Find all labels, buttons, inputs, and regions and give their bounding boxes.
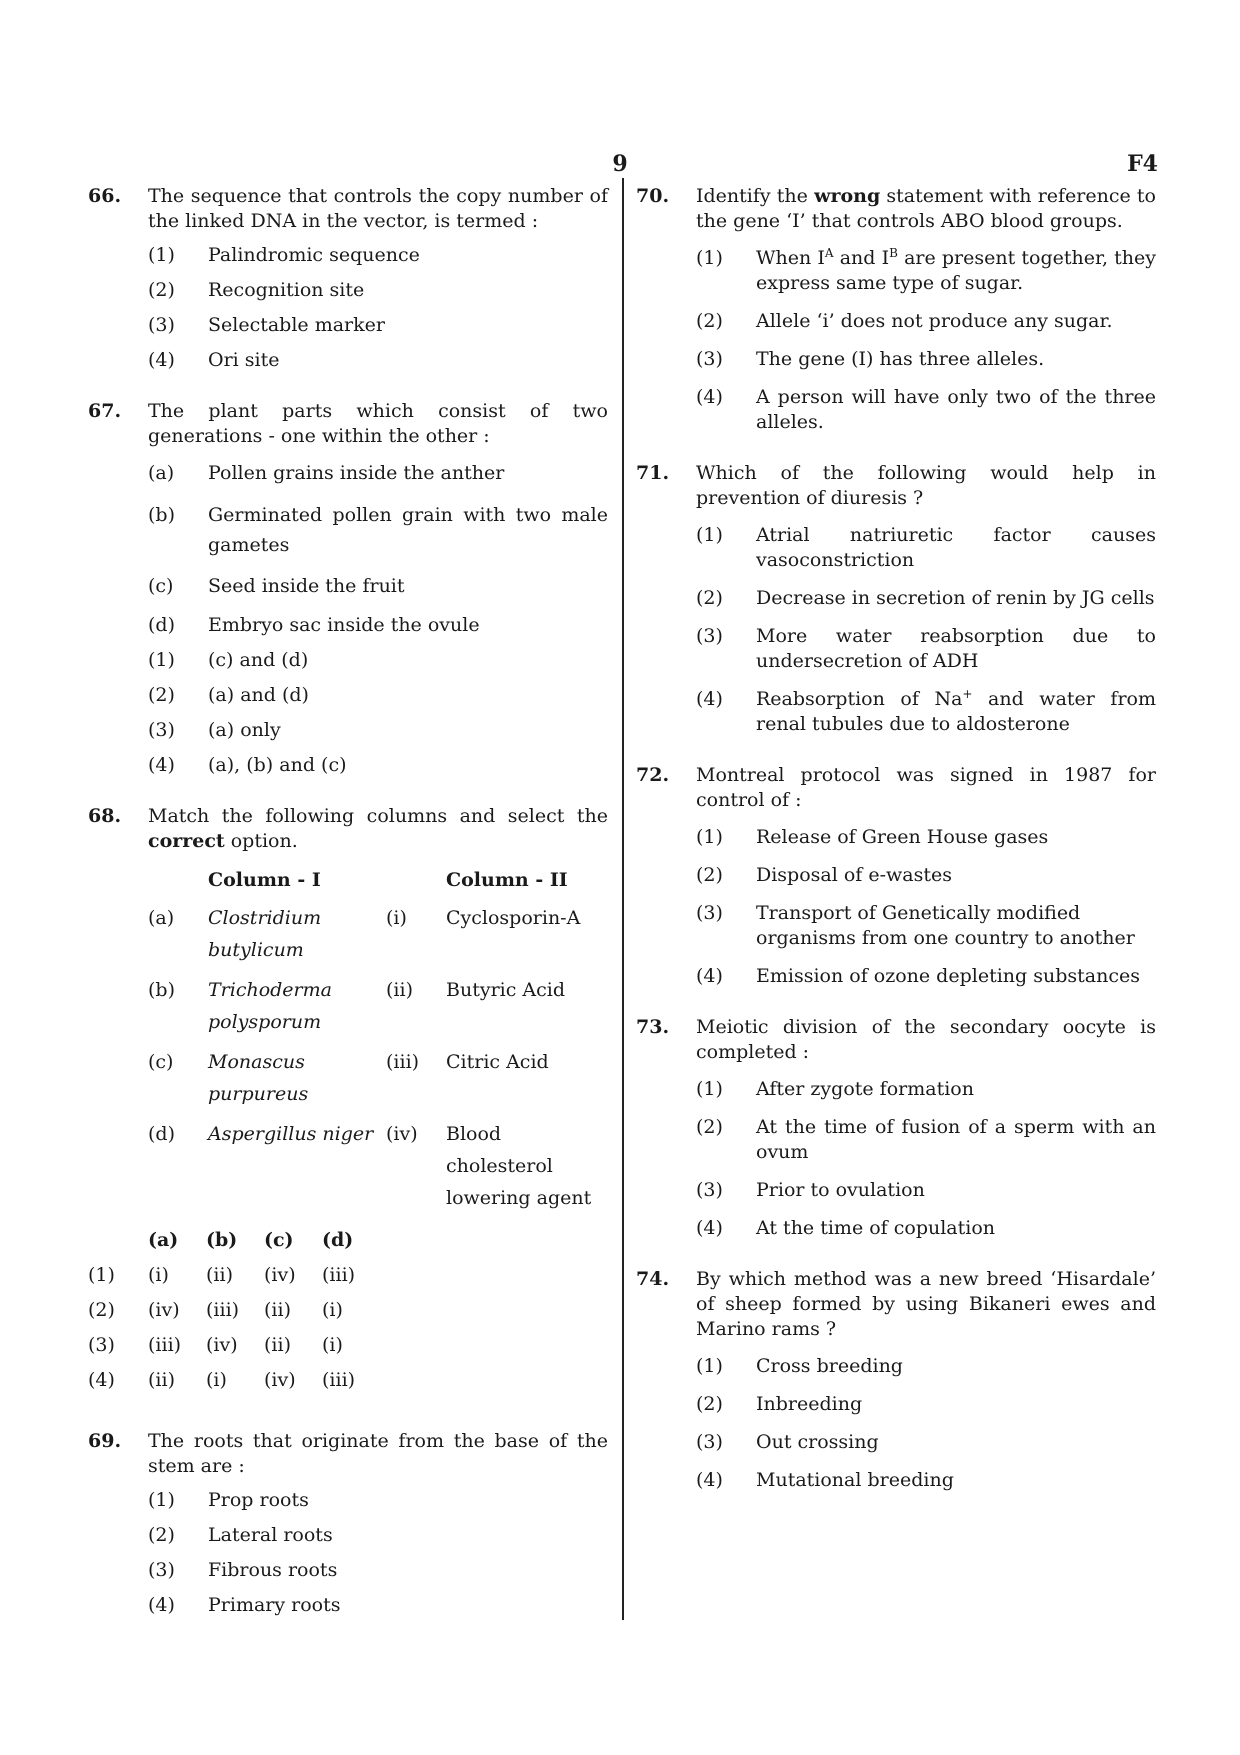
option bbox=[88, 313, 608, 338]
paper-code: F4 bbox=[1127, 151, 1158, 177]
option-label: (4) bbox=[148, 754, 175, 776]
option-label: (4) bbox=[696, 688, 723, 710]
question-number: 72. bbox=[636, 764, 670, 786]
question-66 bbox=[88, 184, 608, 373]
item-text: Seed inside the fruit bbox=[208, 575, 405, 597]
option-text: Release of Green House gases bbox=[756, 826, 1049, 848]
option-text: The gene (I) has three alleles. bbox=[756, 348, 1045, 370]
answer-row bbox=[88, 1368, 380, 1403]
option bbox=[88, 683, 608, 708]
item bbox=[88, 500, 608, 560]
option-label: (4) bbox=[88, 1369, 115, 1391]
question-text bbox=[148, 804, 608, 854]
option-label: (1) bbox=[148, 244, 175, 266]
question-text: The plant parts which consist of two generations - one within the other : bbox=[148, 400, 608, 447]
option bbox=[636, 624, 1156, 674]
answer-cell: (ii) bbox=[264, 1334, 291, 1356]
answer-grid bbox=[88, 1228, 380, 1403]
question-text: The sequence that controls the copy number of the linked DNA in the vector, is termed : bbox=[148, 185, 608, 232]
option-label: (4) bbox=[696, 1469, 723, 1491]
option-label: (4) bbox=[148, 1594, 175, 1616]
answer-cell: (i) bbox=[322, 1334, 343, 1356]
option bbox=[636, 964, 1156, 989]
option-label: (3) bbox=[696, 902, 723, 924]
product-name: Blood cholesterol lowering agent bbox=[446, 1123, 592, 1209]
page-number: 9 bbox=[612, 151, 628, 177]
option bbox=[88, 1523, 608, 1548]
option-label: (3) bbox=[148, 719, 175, 741]
options bbox=[636, 523, 1156, 737]
option bbox=[88, 1593, 608, 1618]
option-label: (2) bbox=[88, 1299, 115, 1321]
option bbox=[636, 1178, 1156, 1203]
row-label: (iv) bbox=[386, 1123, 418, 1145]
answer-cell: (i) bbox=[322, 1299, 343, 1321]
product-name: Butyric Acid bbox=[446, 979, 566, 1001]
answer-cell: (iii) bbox=[148, 1334, 182, 1356]
option-text: Prior to ovulation bbox=[756, 1179, 925, 1201]
question-text: The roots that originate from the base of the stem are : bbox=[148, 1430, 608, 1477]
question-69 bbox=[88, 1429, 608, 1618]
question-text: Montreal protocol was signed in 1987 for control of : bbox=[696, 764, 1156, 811]
question-text bbox=[696, 184, 1156, 234]
item bbox=[88, 574, 608, 599]
option-label: (3) bbox=[696, 1179, 723, 1201]
option-label: (3) bbox=[88, 1334, 115, 1356]
option bbox=[636, 246, 1156, 296]
option bbox=[636, 523, 1156, 573]
organism-name: Trichoderma polysporum bbox=[208, 979, 332, 1033]
answer-cell: (ii) bbox=[148, 1369, 175, 1391]
text-line: More water reabsorption due to bbox=[756, 625, 1156, 647]
option bbox=[88, 348, 608, 373]
options bbox=[88, 243, 608, 373]
option-text: Recognition site bbox=[208, 279, 365, 301]
option-text: (c) and (d) bbox=[208, 649, 309, 671]
table-row bbox=[148, 974, 608, 1046]
option-text: Emission of ozone depleting substances bbox=[756, 965, 1140, 987]
item-label: (d) bbox=[148, 614, 175, 636]
row-label: (d) bbox=[148, 1123, 175, 1145]
option-text: Out crossing bbox=[756, 1431, 879, 1453]
option bbox=[88, 648, 608, 673]
question-73 bbox=[636, 1015, 1156, 1241]
question-number: 71. bbox=[636, 462, 670, 484]
option-label: (2) bbox=[148, 684, 175, 706]
question-text: By which method was a new breed ‘Hisardale’ of sheep formed by using Bikaneri ewes and Marino rams ? bbox=[696, 1268, 1156, 1340]
option-label: (4) bbox=[696, 386, 723, 408]
option-label: (1) bbox=[696, 524, 723, 546]
option-label: (1) bbox=[148, 649, 175, 671]
text-part: When I bbox=[756, 247, 825, 269]
row-label: (a) bbox=[148, 907, 175, 929]
item bbox=[88, 613, 608, 638]
text-line: Atrial natriuretic factor causes bbox=[756, 524, 1156, 546]
option-label: (2) bbox=[148, 279, 175, 301]
product-name: Citric Acid bbox=[446, 1051, 549, 1073]
match-table bbox=[148, 864, 608, 1222]
question-67 bbox=[88, 399, 608, 778]
option-text: Mutational breeding bbox=[756, 1469, 954, 1491]
option bbox=[636, 385, 1156, 435]
option-text: (a), (b) and (c) bbox=[208, 754, 347, 776]
question-number: 68. bbox=[88, 805, 122, 827]
option-label: (1) bbox=[88, 1264, 115, 1286]
table-row bbox=[148, 1046, 608, 1118]
item-text: Pollen grains inside the anther bbox=[208, 462, 505, 484]
option bbox=[88, 718, 608, 743]
text-part: Reabsorption of Na bbox=[756, 688, 963, 710]
question-text-end: option. bbox=[224, 830, 298, 852]
option-text: Transport of Genetically modified organisms from one country to another bbox=[756, 902, 1135, 949]
option-text: Primary roots bbox=[208, 1594, 341, 1616]
option-label: (1) bbox=[696, 247, 723, 269]
options bbox=[636, 1077, 1156, 1241]
option-label: (1) bbox=[696, 1078, 723, 1100]
text-part: are present together, they express same type of sugar. bbox=[756, 247, 1157, 294]
option-text: Allele ‘i’ does not produce any sugar. bbox=[756, 310, 1113, 332]
question-text-line: Match the following columns and select the bbox=[148, 805, 608, 827]
option-text bbox=[756, 246, 1156, 296]
option-text: (a) only bbox=[208, 719, 281, 741]
superscript: B bbox=[889, 246, 898, 260]
options bbox=[636, 825, 1156, 989]
option-text: Lateral roots bbox=[208, 1524, 333, 1546]
row-label: (iii) bbox=[386, 1051, 420, 1073]
option-label: (2) bbox=[696, 587, 723, 609]
option bbox=[636, 1468, 1156, 1493]
items bbox=[88, 461, 608, 778]
option-text: Palindromic sequence bbox=[208, 244, 420, 266]
option-text: Prop roots bbox=[208, 1489, 309, 1511]
answer-cell: (i) bbox=[206, 1369, 227, 1391]
option-text: Cross breeding bbox=[756, 1355, 903, 1377]
option-label: (3) bbox=[696, 1431, 723, 1453]
right-column bbox=[636, 184, 1156, 1519]
option-label: (3) bbox=[148, 1559, 175, 1581]
option bbox=[636, 1216, 1156, 1241]
option bbox=[636, 863, 1156, 888]
organism-name: Aspergillus niger bbox=[208, 1123, 374, 1145]
organism-name: Monascus purpureus bbox=[208, 1051, 309, 1105]
question-number: 74. bbox=[636, 1268, 670, 1290]
option-text: Ori site bbox=[208, 349, 280, 371]
answer-row bbox=[88, 1298, 380, 1333]
option-label: (2) bbox=[148, 1524, 175, 1546]
option bbox=[636, 825, 1156, 850]
text-part: and water from renal tubules due to aldosterone bbox=[756, 688, 1156, 735]
option bbox=[88, 243, 608, 268]
answer-cell: (iii) bbox=[322, 1369, 356, 1391]
option-text: Decrease in secretion of renin by JG cells bbox=[756, 587, 1155, 609]
row-label: (b) bbox=[148, 979, 175, 1001]
question-text: Meiotic division of the secondary oocyte is completed : bbox=[696, 1016, 1156, 1063]
options bbox=[636, 246, 1156, 435]
answer-cell: (iii) bbox=[322, 1264, 356, 1286]
emphasis: correct bbox=[148, 830, 225, 852]
answer-header: (b) bbox=[206, 1229, 238, 1251]
organism-name: Clostridium butylicum bbox=[208, 907, 322, 961]
question-number: 66. bbox=[88, 185, 122, 207]
option-text: Disposal of e-wastes bbox=[756, 864, 953, 886]
option bbox=[636, 1115, 1156, 1165]
option-text: At the time of fusion of a sperm with an ovum bbox=[756, 1116, 1156, 1163]
option-label: (4) bbox=[148, 349, 175, 371]
row-label: (i) bbox=[386, 907, 407, 929]
question-number: 70. bbox=[636, 185, 670, 207]
question-72 bbox=[636, 763, 1156, 989]
answer-cell: (ii) bbox=[264, 1299, 291, 1321]
option bbox=[636, 309, 1156, 334]
answer-cell: (iv) bbox=[206, 1334, 238, 1356]
question-number: 73. bbox=[636, 1016, 670, 1038]
row-label: (ii) bbox=[386, 979, 413, 1001]
item bbox=[88, 461, 608, 486]
option-label: (2) bbox=[696, 1393, 723, 1415]
option-text: At the time of copulation bbox=[756, 1217, 996, 1239]
answer-header: (c) bbox=[264, 1229, 294, 1251]
superscript: + bbox=[962, 687, 973, 701]
column-divider bbox=[622, 178, 624, 1620]
item-label: (c) bbox=[148, 575, 174, 597]
answer-row bbox=[88, 1333, 380, 1368]
option-label: (4) bbox=[696, 1217, 723, 1239]
item-label: (a) bbox=[148, 462, 175, 484]
option bbox=[636, 1354, 1156, 1379]
option bbox=[88, 1488, 608, 1513]
option-label: (2) bbox=[696, 310, 723, 332]
question-71 bbox=[636, 461, 1156, 737]
option bbox=[88, 278, 608, 303]
answer-cell: (iv) bbox=[264, 1264, 296, 1286]
option-text bbox=[756, 687, 1156, 737]
option bbox=[636, 1392, 1156, 1417]
answer-cell: (iv) bbox=[264, 1369, 296, 1391]
option-text: Fibrous roots bbox=[208, 1559, 338, 1581]
answer-cell: (iii) bbox=[206, 1299, 240, 1321]
question-70 bbox=[636, 184, 1156, 435]
question-text: Which of the following would help in prevention of diuresis ? bbox=[696, 462, 1156, 509]
option-text bbox=[756, 624, 1156, 674]
option-label: (1) bbox=[696, 1355, 723, 1377]
option-text: A person will have only two of the three alleles. bbox=[756, 386, 1156, 433]
column-1-header: Column - I bbox=[208, 869, 321, 891]
option-label: (2) bbox=[696, 1116, 723, 1138]
question-text-start: Identify the bbox=[696, 185, 815, 207]
option-text: Selectable marker bbox=[208, 314, 385, 336]
option-text: (a) and (d) bbox=[208, 684, 309, 706]
answer-cell: (i) bbox=[148, 1264, 169, 1286]
option bbox=[636, 586, 1156, 611]
option bbox=[636, 347, 1156, 372]
options bbox=[636, 1354, 1156, 1493]
option-text bbox=[756, 523, 1156, 573]
text-line: undersecretion of ADH bbox=[756, 650, 979, 672]
option bbox=[636, 1077, 1156, 1102]
question-number: 67. bbox=[88, 400, 122, 422]
question-68 bbox=[88, 804, 608, 1403]
option bbox=[636, 901, 1156, 951]
table-row bbox=[148, 902, 608, 974]
option-label: (1) bbox=[148, 1489, 175, 1511]
answer-cell: (iv) bbox=[148, 1299, 180, 1321]
option-label: (3) bbox=[148, 314, 175, 336]
answer-header: (d) bbox=[322, 1229, 354, 1251]
emphasis: wrong bbox=[814, 185, 881, 207]
option-label: (3) bbox=[696, 625, 723, 647]
text-part: and I bbox=[833, 247, 890, 269]
item-label: (b) bbox=[148, 504, 175, 526]
question-number: 69. bbox=[88, 1430, 122, 1452]
column-2-header: Column - II bbox=[446, 869, 568, 891]
answer-cell: (ii) bbox=[206, 1264, 233, 1286]
option bbox=[88, 1558, 608, 1583]
row-label: (c) bbox=[148, 1051, 174, 1073]
item-text: Embryo sac inside the ovule bbox=[208, 614, 480, 636]
answer-row bbox=[88, 1263, 380, 1298]
option-text: Inbreeding bbox=[756, 1393, 863, 1415]
option bbox=[636, 687, 1156, 737]
option-label: (1) bbox=[696, 826, 723, 848]
left-column bbox=[88, 184, 608, 1644]
option-label: (2) bbox=[696, 864, 723, 886]
option-label: (3) bbox=[696, 348, 723, 370]
option-text: After zygote formation bbox=[756, 1078, 974, 1100]
superscript: A bbox=[824, 246, 834, 260]
question-text-end: statement with reference to the gene ‘I’ that controls ABO blood groups. bbox=[696, 185, 1156, 232]
option bbox=[636, 1430, 1156, 1455]
option bbox=[88, 753, 608, 778]
item-text: Germinated pollen grain with two male gametes bbox=[208, 504, 608, 556]
table-row bbox=[148, 1118, 608, 1222]
question-74 bbox=[636, 1267, 1156, 1493]
answer-header: (a) bbox=[148, 1229, 179, 1251]
text-line: vasoconstriction bbox=[756, 549, 915, 571]
options bbox=[88, 1488, 608, 1618]
option-label: (4) bbox=[696, 965, 723, 987]
product-name: Cyclosporin-A bbox=[446, 907, 581, 929]
